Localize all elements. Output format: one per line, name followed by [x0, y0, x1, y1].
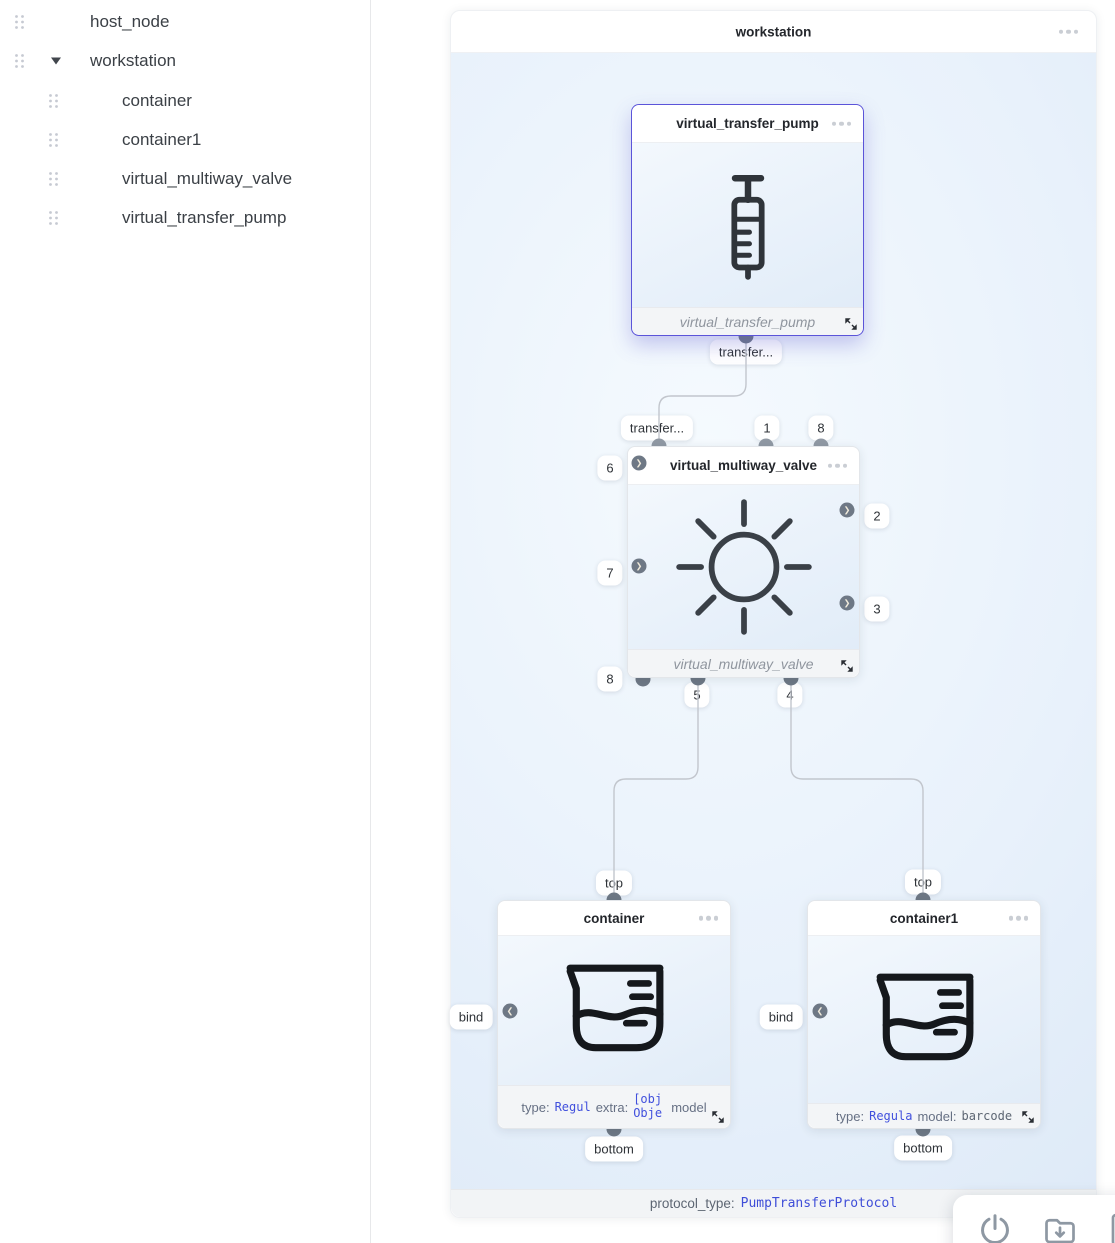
- node-body: [808, 936, 1040, 1103]
- node-footer: [628, 649, 859, 677]
- drag-handle-icon[interactable]: [48, 94, 59, 109]
- drag-handle-icon[interactable]: [14, 54, 25, 69]
- resize-icon[interactable]: [840, 659, 854, 673]
- field-value-type: Regul: [554, 1100, 591, 1114]
- tree-item-label: container: [122, 91, 192, 110]
- port-label-container1-bottom: bottom: [894, 1136, 952, 1161]
- node-header[interactable]: [808, 901, 1040, 936]
- node-body: [498, 936, 730, 1085]
- sidebar-item-container[interactable]: [0, 84, 362, 118]
- drag-handle-icon[interactable]: [48, 133, 59, 148]
- node-header[interactable]: [498, 901, 730, 936]
- node-tree-sidebar: [0, 0, 371, 1243]
- syringe-icon: [712, 154, 784, 296]
- folder-download-button[interactable]: [1040, 1212, 1080, 1243]
- protocol-type-value: PumpTransferProtocol: [740, 1196, 898, 1211]
- workstation-panel: [450, 10, 1097, 1218]
- power-icon: [977, 1212, 1013, 1243]
- drag-handle-icon[interactable]: [48, 172, 59, 187]
- sidebar-item-workstation[interactable]: [0, 44, 362, 78]
- more-menu-icon[interactable]: [699, 916, 719, 921]
- field-key: model: [671, 1099, 707, 1115]
- node-footer: [808, 1103, 1040, 1128]
- port-connector-valve-2[interactable]: ❯: [840, 503, 855, 518]
- node-header[interactable]: [632, 105, 863, 143]
- port-label-valve-3: 3: [864, 597, 889, 622]
- node-container1[interactable]: [807, 900, 1041, 1129]
- tree-item-label: workstation: [90, 51, 176, 70]
- node-name-label: virtual_transfer_pump: [679, 313, 816, 330]
- beaker-icon: [562, 958, 666, 1064]
- node-name-label: virtual_multiway_valve: [673, 655, 814, 672]
- port-connector-container1-bind[interactable]: ❮: [813, 1004, 828, 1019]
- drag-handle-icon[interactable]: [48, 211, 59, 226]
- port-label-valve-6: 6: [597, 456, 622, 481]
- node-footer: [498, 1085, 730, 1128]
- port-label-valve-7: 7: [597, 561, 622, 586]
- node-body: [628, 485, 859, 649]
- protocol-type-key: protocol_type:: [649, 1196, 735, 1211]
- node-header[interactable]: [628, 447, 859, 485]
- file-export-icon: [1107, 1212, 1115, 1243]
- sidebar-item-virtual-transfer-pump[interactable]: [0, 201, 362, 235]
- node-footer: [632, 307, 863, 335]
- node-title: container: [583, 910, 645, 926]
- tree-item-label: virtual_transfer_pump: [122, 208, 287, 227]
- tree-item-label: virtual_multiway_valve: [122, 169, 293, 188]
- more-menu-icon[interactable]: [828, 463, 848, 468]
- port-label-pump-transfer: transfer...: [710, 340, 782, 365]
- field-key: extra:: [595, 1099, 629, 1115]
- caret-down-icon[interactable]: [51, 58, 61, 65]
- node-title: virtual_transfer_pump: [676, 116, 819, 131]
- port-label-container-top: top: [596, 871, 632, 896]
- port-connector-valve-3[interactable]: ❯: [840, 596, 855, 611]
- field-value-model: barcode: [961, 1109, 1013, 1123]
- folder-download-icon: [1040, 1212, 1080, 1243]
- port-label-valve-8-top: 8: [808, 416, 833, 441]
- multiway-valve-icon: [676, 499, 812, 635]
- more-menu-icon[interactable]: [832, 121, 852, 126]
- node-body: [632, 143, 863, 307]
- node-container[interactable]: [497, 900, 731, 1129]
- port-label-valve-5: 5: [684, 683, 709, 708]
- port-label-valve-transfer: transfer...: [621, 416, 693, 441]
- field-key: type:: [835, 1108, 865, 1124]
- resize-icon[interactable]: [1021, 1110, 1035, 1124]
- panel-header[interactable]: [451, 11, 1096, 53]
- canvas-toolbar: [953, 1195, 1115, 1243]
- resize-icon[interactable]: [711, 1110, 725, 1124]
- port-label-valve-2: 2: [864, 504, 889, 529]
- node-title: virtual_multiway_valve: [669, 458, 818, 473]
- tree-item-label: container1: [122, 130, 202, 149]
- resize-icon[interactable]: [844, 317, 858, 331]
- field-value-extra: [obj Obje: [633, 1093, 663, 1120]
- sidebar-item-virtual-multiway-valve[interactable]: [0, 162, 362, 196]
- port-connector-container-bind[interactable]: ❮: [503, 1004, 518, 1019]
- node-virtual-multiway-valve[interactable]: [627, 446, 860, 678]
- port-label-container-bind: bind: [450, 1005, 493, 1030]
- beaker-icon: [872, 967, 976, 1073]
- power-button[interactable]: [977, 1212, 1013, 1243]
- more-menu-icon[interactable]: [1059, 29, 1079, 34]
- port-connector-valve-6[interactable]: ❯: [632, 456, 647, 471]
- more-menu-icon[interactable]: [1009, 916, 1029, 921]
- drag-handle-icon[interactable]: [14, 15, 25, 30]
- field-key: type:: [521, 1099, 550, 1115]
- port-connector-valve-7[interactable]: ❯: [632, 559, 647, 574]
- tree-item-label: host_node: [90, 12, 170, 31]
- port-label-container-bottom: bottom: [585, 1137, 643, 1162]
- field-key: model:: [917, 1108, 957, 1124]
- port-label-valve-1: 1: [754, 416, 779, 441]
- node-virtual-transfer-pump[interactable]: [631, 104, 864, 336]
- field-value-type: Regula: [869, 1109, 913, 1123]
- sidebar-item-container1[interactable]: [0, 123, 362, 157]
- port-label-container1-bind: bind: [760, 1005, 803, 1030]
- sidebar-item-host-node[interactable]: [0, 5, 362, 39]
- export-button[interactable]: [1107, 1212, 1115, 1243]
- port-label-valve-4: 4: [777, 683, 802, 708]
- node-title: container1: [889, 910, 959, 926]
- port-label-container1-top: top: [905, 870, 941, 895]
- panel-title: workstation: [735, 24, 812, 39]
- port-label-valve-8-left: 8: [597, 667, 622, 692]
